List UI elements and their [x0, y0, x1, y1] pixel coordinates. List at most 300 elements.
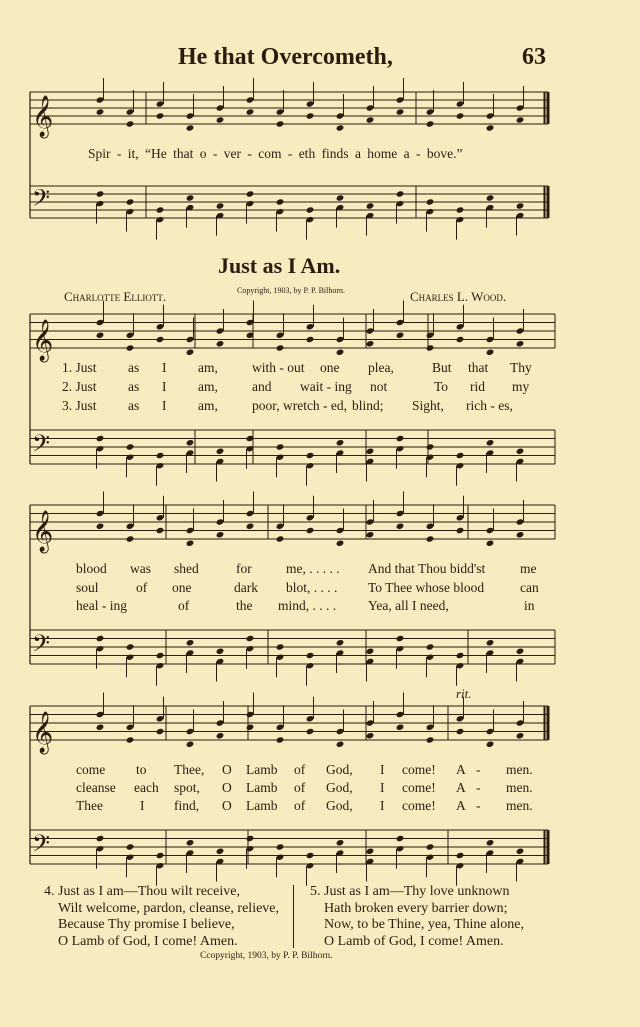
note-head	[456, 112, 465, 119]
note-head	[186, 540, 195, 547]
note-head	[186, 336, 195, 343]
note-head	[246, 108, 255, 115]
note-head	[366, 327, 375, 334]
note-head	[216, 732, 225, 739]
note-head	[96, 332, 105, 339]
note-head	[516, 327, 525, 334]
top-hymn-lyric: Spir - it, “He that o - ver - com - eth finds a home a - bove.”	[88, 146, 463, 161]
note-head	[156, 715, 165, 722]
lyric-word: Sight,	[412, 398, 444, 413]
note-head	[156, 216, 165, 223]
note-head	[216, 848, 225, 855]
note-head	[426, 108, 435, 115]
note-head	[96, 845, 105, 852]
note-head	[516, 719, 525, 726]
lyric-word: Lamb	[246, 780, 278, 795]
note-head	[336, 527, 345, 534]
lyric-word: one	[172, 580, 192, 595]
note-head	[186, 349, 195, 356]
verse-line: Hath broken every barrier down;	[324, 900, 508, 916]
verse-line: O Lamb of God, I come! Amen.	[324, 933, 504, 949]
note-head	[246, 635, 255, 642]
note-head	[516, 732, 525, 739]
note-head	[336, 728, 345, 735]
note-head	[306, 336, 315, 343]
note-head	[306, 715, 315, 722]
note-head	[276, 654, 285, 661]
note-head	[216, 448, 225, 455]
verse-line: O Lamb of God, I come! Amen.	[58, 933, 238, 949]
verse-line: 4. Just as I am—Thou wilt receive,	[44, 884, 240, 899]
lyric-word: come!	[402, 780, 436, 795]
note-head	[306, 527, 315, 534]
note-head	[336, 540, 345, 547]
note-head	[246, 645, 255, 652]
note-head	[426, 208, 435, 215]
lyric-word: spot,	[174, 780, 200, 795]
note-head	[486, 349, 495, 356]
note-head	[426, 843, 435, 850]
note-head	[456, 652, 465, 659]
note-head	[366, 848, 375, 855]
note-head	[216, 116, 225, 123]
lyric-word: of	[294, 780, 306, 795]
note-head	[306, 206, 315, 213]
note-head	[486, 839, 495, 846]
note-head	[276, 736, 285, 743]
lyric-word: A	[456, 780, 466, 795]
note-head	[456, 852, 465, 859]
note-head	[396, 319, 405, 326]
lyric-word: God,	[326, 762, 353, 777]
note-head	[156, 462, 165, 469]
note-head	[396, 645, 405, 652]
note-head	[366, 518, 375, 525]
lyric-word: blood	[76, 561, 107, 576]
note-head	[216, 719, 225, 726]
lyric-word: shed	[174, 561, 199, 576]
note-head	[216, 340, 225, 347]
lyric-word: 3. Just	[62, 398, 97, 413]
note-head	[186, 527, 195, 534]
note-head	[396, 711, 405, 718]
note-head	[396, 200, 405, 207]
note-head	[336, 336, 345, 343]
note-head	[486, 439, 495, 446]
lyric-word: of	[294, 762, 306, 777]
note-head	[426, 654, 435, 661]
lyric-word: men.	[506, 798, 533, 813]
lyric-word: plea,	[368, 360, 394, 375]
lyric-word: I	[162, 398, 167, 413]
note-head	[276, 120, 285, 127]
note-head	[516, 518, 525, 525]
note-head	[96, 510, 105, 517]
note-head	[156, 852, 165, 859]
note-head	[276, 332, 285, 339]
note-head	[486, 741, 495, 748]
note-head	[426, 120, 435, 127]
note-head	[96, 96, 105, 103]
note-head	[246, 835, 255, 842]
note-head	[486, 112, 495, 119]
note-head	[456, 336, 465, 343]
lyric-word: one	[320, 360, 340, 375]
note-head	[126, 523, 135, 530]
note-head	[486, 194, 495, 201]
note-head	[276, 454, 285, 461]
lyric-word: heal - ing	[76, 598, 127, 613]
note-head	[516, 104, 525, 111]
lyric-word: am,	[198, 379, 218, 394]
note-head	[366, 732, 375, 739]
note-head	[246, 845, 255, 852]
lyric-word: I	[162, 360, 167, 375]
note-head	[306, 462, 315, 469]
lyric-word: -	[476, 762, 481, 777]
bass-clef-icon: 𝄢	[32, 629, 51, 663]
lyric-word: I	[140, 798, 145, 813]
lyric-word: for	[236, 561, 252, 576]
note-head	[486, 728, 495, 735]
note-head	[276, 208, 285, 215]
note-head	[456, 100, 465, 107]
note-head	[216, 202, 225, 209]
note-head	[156, 514, 165, 521]
note-head	[456, 462, 465, 469]
note-head	[246, 523, 255, 530]
note-head	[366, 116, 375, 123]
note-head	[426, 454, 435, 461]
note-head	[276, 643, 285, 650]
ritardando-mark: rit.	[456, 686, 472, 701]
note-head	[456, 323, 465, 330]
note-head	[246, 200, 255, 207]
lyric-word: men.	[506, 762, 533, 777]
note-head	[246, 190, 255, 197]
bass-clef-icon: 𝄢	[32, 184, 51, 217]
lyric-word: A	[456, 798, 466, 813]
note-head	[276, 108, 285, 115]
lyric-word: in	[524, 598, 535, 613]
note-head	[126, 454, 135, 461]
note-head	[96, 190, 105, 197]
note-head	[156, 862, 165, 869]
note-head	[126, 120, 135, 127]
lyric-word: as	[128, 398, 140, 413]
lyric-word: that	[468, 360, 489, 375]
note-head	[126, 724, 135, 731]
note-head	[306, 216, 315, 223]
note-head	[396, 835, 405, 842]
lyric-word: come!	[402, 798, 436, 813]
note-head	[336, 639, 345, 646]
author-credit: Charlotte Elliott.	[64, 289, 167, 304]
note-head	[126, 332, 135, 339]
note-head	[426, 643, 435, 650]
note-head	[96, 108, 105, 115]
lyric-word: of	[178, 598, 190, 613]
lyric-word: and	[252, 379, 272, 394]
note-head	[126, 344, 135, 351]
note-head	[366, 531, 375, 538]
note-head	[426, 736, 435, 743]
lyric-word: Lamb	[246, 762, 278, 777]
lyric-word: me	[520, 561, 537, 576]
note-head	[336, 439, 345, 446]
note-head	[396, 435, 405, 442]
verse-line: Now, to be Thine, yea, Thine alone,	[324, 917, 524, 932]
note-head	[396, 190, 405, 197]
note-head	[276, 198, 285, 205]
note-head	[396, 332, 405, 339]
lyric-word: come	[76, 762, 106, 777]
copyright-line-small: Copyright, 1903, by P. P. Bilhorn.	[237, 286, 346, 295]
note-head	[396, 445, 405, 452]
note-head	[96, 635, 105, 642]
note-head	[486, 124, 495, 131]
note-head	[156, 527, 165, 534]
note-head	[306, 862, 315, 869]
note-head	[126, 854, 135, 861]
note-head	[306, 852, 315, 859]
note-head	[456, 206, 465, 213]
note-head	[216, 327, 225, 334]
note-head	[456, 862, 465, 869]
note-head	[306, 452, 315, 459]
note-head	[246, 510, 255, 517]
note-head	[426, 443, 435, 450]
note-head	[216, 531, 225, 538]
treble-clef-icon: 𝄞	[32, 511, 54, 552]
verse-divider	[293, 885, 294, 948]
note-head	[126, 108, 135, 115]
lyric-word: I	[162, 379, 167, 394]
lyric-word: To Thee whose blood	[368, 580, 485, 595]
note-head	[456, 216, 465, 223]
lyric-word: not	[370, 379, 388, 394]
lyric-word: soul	[76, 580, 99, 595]
lyric-word: 1. Just	[62, 360, 97, 375]
verse-line: Wilt welcome, pardon, cleanse, relieve,	[58, 900, 280, 916]
note-head	[486, 527, 495, 534]
lyric-word: rid	[470, 379, 485, 394]
note-head	[456, 715, 465, 722]
note-head	[126, 208, 135, 215]
bass-clef-icon: 𝄢	[32, 829, 51, 863]
note-head	[276, 843, 285, 850]
lyric-word: -	[476, 798, 481, 813]
note-head	[156, 323, 165, 330]
note-head	[306, 662, 315, 669]
lyric-word: of	[136, 580, 148, 595]
lyric-word: wait - ing	[300, 379, 352, 394]
note-head	[186, 839, 195, 846]
lyric-word: O	[222, 780, 232, 795]
verse-line: Because Thy promise I believe,	[58, 917, 235, 932]
note-head	[306, 323, 315, 330]
note-head	[156, 206, 165, 213]
note-head	[96, 711, 105, 718]
note-head	[156, 336, 165, 343]
note-head	[186, 728, 195, 735]
note-head	[336, 194, 345, 201]
lyric-word: of	[294, 798, 306, 813]
verse-5	[310, 884, 524, 950]
lyric-word: I	[380, 798, 385, 813]
lyric-word: as	[128, 360, 140, 375]
note-head	[426, 332, 435, 339]
note-head	[336, 349, 345, 356]
note-head	[396, 523, 405, 530]
note-head	[306, 514, 315, 521]
note-head	[156, 652, 165, 659]
note-head	[126, 535, 135, 542]
note-head	[516, 116, 525, 123]
note-head	[336, 839, 345, 846]
note-head	[426, 344, 435, 351]
lyric-word: I	[380, 762, 385, 777]
lyric-word: the	[236, 598, 253, 613]
hymn-title-top: He that Overcometh,	[178, 44, 393, 70]
note-head	[396, 845, 405, 852]
bass-clef-icon: 𝄢	[32, 429, 51, 463]
note-head	[186, 741, 195, 748]
note-head	[156, 452, 165, 459]
note-head	[96, 319, 105, 326]
note-head	[366, 202, 375, 209]
lyric-word: cleanse	[76, 780, 116, 795]
note-head	[426, 198, 435, 205]
note-head	[456, 662, 465, 669]
note-head	[486, 336, 495, 343]
lyric-word: I	[380, 780, 385, 795]
hymn-title-main: Just as I Am.	[218, 253, 341, 278]
lyric-word: poor, wretch - ed,	[252, 398, 348, 413]
lyric-word: O	[222, 762, 232, 777]
lyric-word: am,	[198, 398, 218, 413]
lyric-word: blot, . . . .	[286, 580, 338, 595]
note-head	[426, 523, 435, 530]
verse-4	[44, 884, 279, 950]
lyric-word: men.	[506, 780, 533, 795]
note-head	[276, 724, 285, 731]
note-head	[306, 728, 315, 735]
note-head	[306, 652, 315, 659]
note-head	[96, 200, 105, 207]
lyric-word: O	[222, 798, 232, 813]
note-head	[396, 96, 405, 103]
note-head	[126, 198, 135, 205]
note-head	[336, 741, 345, 748]
note-head	[486, 639, 495, 646]
note-head	[216, 648, 225, 655]
treble-clef-icon: 𝄞	[32, 96, 54, 137]
lyric-word: can	[520, 580, 539, 595]
note-head	[516, 448, 525, 455]
lyric-word: am,	[198, 360, 218, 375]
lyric-word: But	[432, 360, 452, 375]
lyric-word: Lamb	[246, 798, 278, 813]
note-head	[276, 523, 285, 530]
note-head	[456, 514, 465, 521]
lyric-word: Thy	[510, 360, 532, 375]
note-head	[126, 643, 135, 650]
note-head	[126, 843, 135, 850]
lyric-word: -	[476, 780, 481, 795]
lyric-word: mind, . . . .	[278, 598, 337, 613]
lyric-word: blind;	[352, 398, 384, 413]
note-head	[336, 124, 345, 131]
lyric-word: Thee	[76, 798, 103, 813]
note-head	[366, 340, 375, 347]
lyric-word: with - out	[252, 360, 305, 375]
note-head	[96, 645, 105, 652]
note-head	[126, 736, 135, 743]
note-head	[456, 452, 465, 459]
note-head	[426, 854, 435, 861]
lyric-word: my	[512, 379, 530, 394]
lyric-word: each	[134, 780, 159, 795]
note-head	[366, 104, 375, 111]
treble-clef-icon: 𝄞	[32, 320, 54, 361]
lyric-word: find,	[174, 798, 200, 813]
note-head	[366, 648, 375, 655]
lyric-word: God,	[326, 798, 353, 813]
note-head	[246, 711, 255, 718]
note-head	[396, 108, 405, 115]
note-head	[336, 112, 345, 119]
lyric-word: God,	[326, 780, 353, 795]
lyric-word: was	[130, 561, 151, 576]
note-head	[186, 639, 195, 646]
footer-copyright: Ccopyright, 1903, by P. P. Bilhorn.	[200, 951, 333, 961]
lyric-word: A	[456, 762, 466, 777]
note-head	[156, 112, 165, 119]
note-head	[456, 728, 465, 735]
note-head	[96, 724, 105, 731]
note-head	[366, 719, 375, 726]
note-head	[156, 662, 165, 669]
lyric-word: To	[434, 379, 449, 394]
lyric-word: me, . . . . .	[286, 561, 340, 576]
lyric-word: And that Thou bidd'st	[368, 561, 486, 576]
note-head	[276, 854, 285, 861]
lyric-word: as	[128, 379, 140, 394]
lyric-word: to	[136, 762, 147, 777]
note-head	[396, 724, 405, 731]
note-head	[96, 523, 105, 530]
note-head	[96, 445, 105, 452]
lyric-word: Thee,	[174, 762, 205, 777]
note-head	[516, 531, 525, 538]
note-head	[156, 100, 165, 107]
note-head	[216, 104, 225, 111]
note-head	[426, 724, 435, 731]
note-head	[276, 344, 285, 351]
lyric-word: 2. Just	[62, 379, 97, 394]
note-head	[516, 848, 525, 855]
note-head	[186, 439, 195, 446]
note-head	[216, 518, 225, 525]
note-head	[186, 124, 195, 131]
lyric-word: come!	[402, 762, 436, 777]
lyric-word: Yea, all I need,	[368, 598, 449, 613]
note-head	[306, 100, 315, 107]
treble-clef-icon: 𝄞	[32, 712, 54, 753]
note-head	[366, 448, 375, 455]
note-head	[516, 340, 525, 347]
